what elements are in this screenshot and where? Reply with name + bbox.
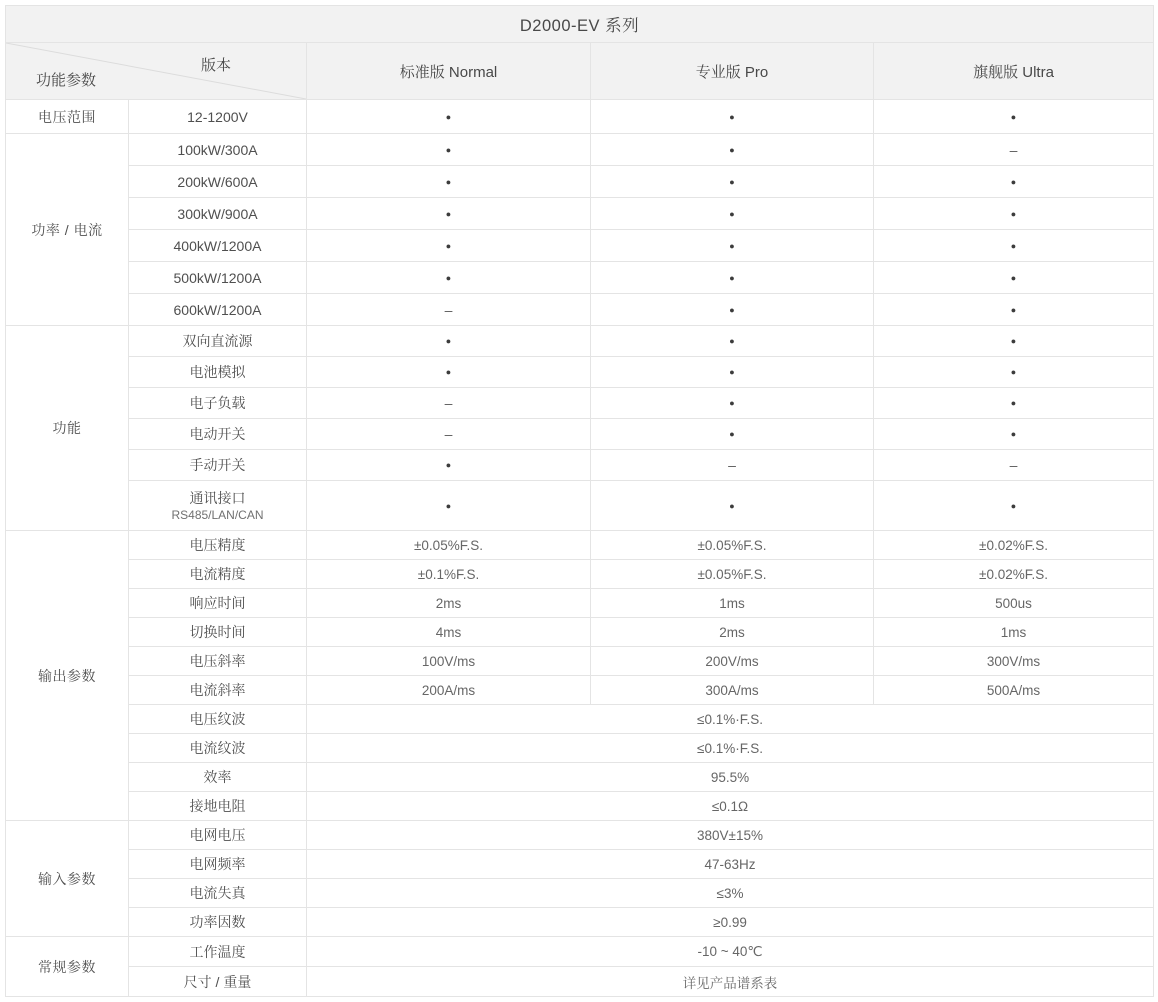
table-row: [6, 589, 1154, 618]
param-label: 12-1200V: [129, 100, 307, 134]
value-cell: 100V/ms: [307, 647, 591, 676]
value-cell: 500A/ms: [874, 676, 1154, 705]
merged-value-cell: 380V±15%: [307, 821, 1154, 850]
param-label: 双向直流源: [129, 326, 307, 357]
column-header-normal: 标准版 Normal: [307, 43, 591, 100]
value-cell: 4ms: [307, 618, 591, 647]
value-cell: 1ms: [591, 589, 874, 618]
included-dot-marker: ●: [307, 100, 591, 134]
table-row: [6, 792, 1154, 821]
included-dot-marker: ●: [307, 450, 591, 481]
param-label: 电池模拟: [129, 357, 307, 388]
param-label: 电子负载: [129, 388, 307, 419]
param-label: 电流纹波: [129, 734, 307, 763]
value-cell: ±0.02%F.S.: [874, 531, 1154, 560]
param-label: 响应时间: [129, 589, 307, 618]
merged-value-cell: 详见产品谱系表: [307, 967, 1154, 997]
param-label: 200kW/600A: [129, 166, 307, 198]
param-label: 手动开关: [129, 450, 307, 481]
included-dot-marker: ●: [591, 134, 874, 166]
included-dot-marker: ●: [591, 357, 874, 388]
table-row: [6, 937, 1154, 967]
group-label: 电压范围: [6, 100, 129, 134]
merged-value-cell: ≤3%: [307, 879, 1154, 908]
param-label: 电流失真: [129, 879, 307, 908]
table-row: [6, 531, 1154, 560]
table-row: [6, 676, 1154, 705]
value-cell: 2ms: [591, 618, 874, 647]
value-cell: ±0.02%F.S.: [874, 560, 1154, 589]
param-label: 600kW/1200A: [129, 294, 307, 326]
included-dot-marker: ●: [874, 419, 1154, 450]
included-dot-marker: ●: [591, 166, 874, 198]
param-label: 电压斜率: [129, 647, 307, 676]
param-label: 功率因数: [129, 908, 307, 937]
merged-value-cell: 47-63Hz: [307, 850, 1154, 879]
table-row: [6, 618, 1154, 647]
spec-table-body: [6, 100, 1154, 997]
value-cell: 200V/ms: [591, 647, 874, 676]
param-label-sub: RS485/LAN/CAN: [171, 508, 264, 523]
value-cell: 300A/ms: [591, 676, 874, 705]
included-dot-marker: ●: [874, 294, 1154, 326]
table-row: [6, 647, 1154, 676]
merged-value-cell: ≤0.1%·F.S.: [307, 705, 1154, 734]
group-label: 功能: [6, 326, 129, 531]
spec-table-container: [5, 5, 1153, 997]
param-label: 电网频率: [129, 850, 307, 879]
included-dot-marker: ●: [874, 198, 1154, 230]
table-row: [6, 419, 1154, 450]
table-row: [6, 357, 1154, 388]
merged-value-cell: -10 ~ 40℃: [307, 937, 1154, 967]
included-dot-marker: ●: [874, 357, 1154, 388]
table-row: [6, 388, 1154, 419]
diagonal-header-cell: [6, 43, 307, 100]
included-dot-marker: ●: [591, 481, 874, 531]
param-label: 接地电阻: [129, 792, 307, 821]
table-row: [6, 262, 1154, 294]
param-label: 电流斜率: [129, 676, 307, 705]
included-dot-marker: ●: [874, 100, 1154, 134]
merged-value-cell: ≥0.99: [307, 908, 1154, 937]
group-label: 功率 / 电流: [6, 134, 129, 326]
param-label-main: 通讯接口: [189, 490, 246, 507]
param-label: 切换时间: [129, 618, 307, 647]
diagonal-label-function-params: 功能参数: [36, 72, 97, 89]
group-label: 输出参数: [6, 531, 129, 821]
excluded-dash-marker: –: [591, 450, 874, 481]
included-dot-marker: ●: [307, 166, 591, 198]
param-label: 400kW/1200A: [129, 230, 307, 262]
merged-value-cell: ≤0.1Ω: [307, 792, 1154, 821]
param-label: 500kW/1200A: [129, 262, 307, 294]
included-dot-marker: ●: [307, 357, 591, 388]
value-cell: 300V/ms: [874, 647, 1154, 676]
included-dot-marker: ●: [591, 230, 874, 262]
group-label: 常规参数: [6, 937, 129, 997]
value-cell: 2ms: [307, 589, 591, 618]
diagonal-label-version: 版本: [200, 57, 232, 74]
included-dot-marker: ●: [591, 294, 874, 326]
table-row: [6, 326, 1154, 357]
excluded-dash-marker: –: [874, 450, 1154, 481]
table-title: D2000-EV 系列: [6, 6, 1154, 43]
column-header-row: [6, 43, 1154, 100]
param-label: 100kW/300A: [129, 134, 307, 166]
excluded-dash-marker: –: [307, 419, 591, 450]
merged-value-cell: ≤0.1%·F.S.: [307, 734, 1154, 763]
table-row: [6, 850, 1154, 879]
param-label: 电动开关: [129, 419, 307, 450]
table-row: [6, 763, 1154, 792]
included-dot-marker: ●: [591, 198, 874, 230]
included-dot-marker: ●: [591, 262, 874, 294]
table-row: [6, 230, 1154, 262]
included-dot-marker: ●: [874, 166, 1154, 198]
param-label: 电流精度: [129, 560, 307, 589]
value-cell: 1ms: [874, 618, 1154, 647]
table-row: [6, 705, 1154, 734]
included-dot-marker: ●: [307, 326, 591, 357]
table-row: [6, 734, 1154, 763]
table-row: [6, 967, 1154, 997]
value-cell: ±0.1%F.S.: [307, 560, 591, 589]
included-dot-marker: ●: [307, 230, 591, 262]
param-label: 效率: [129, 763, 307, 792]
table-row: [6, 908, 1154, 937]
included-dot-marker: ●: [307, 481, 591, 531]
table-row: [6, 134, 1154, 166]
excluded-dash-marker: –: [874, 134, 1154, 166]
merged-value-cell: 95.5%: [307, 763, 1154, 792]
included-dot-marker: ●: [874, 230, 1154, 262]
included-dot-marker: ●: [307, 134, 591, 166]
value-cell: ±0.05%F.S.: [591, 560, 874, 589]
excluded-dash-marker: –: [307, 294, 591, 326]
column-header-pro: 专业版 Pro: [591, 43, 874, 100]
table-row: [6, 879, 1154, 908]
table-row: [6, 450, 1154, 481]
table-row: [6, 166, 1154, 198]
included-dot-marker: ●: [874, 481, 1154, 531]
value-cell: ±0.05%F.S.: [307, 531, 591, 560]
included-dot-marker: ●: [874, 262, 1154, 294]
param-label: 电网电压: [129, 821, 307, 850]
table-row: [6, 481, 1154, 531]
param-label: [129, 481, 307, 531]
included-dot-marker: ●: [591, 388, 874, 419]
excluded-dash-marker: –: [307, 388, 591, 419]
table-row: [6, 198, 1154, 230]
spec-table: [5, 5, 1154, 997]
group-label: 输入参数: [6, 821, 129, 937]
table-row: [6, 560, 1154, 589]
included-dot-marker: ●: [591, 326, 874, 357]
title-row: [6, 6, 1154, 43]
table-row: [6, 100, 1154, 134]
param-label: 工作温度: [129, 937, 307, 967]
included-dot-marker: ●: [307, 262, 591, 294]
table-row: [6, 294, 1154, 326]
param-label: 300kW/900A: [129, 198, 307, 230]
included-dot-marker: ●: [307, 198, 591, 230]
table-row: [6, 821, 1154, 850]
param-label: 电压纹波: [129, 705, 307, 734]
param-label: 电压精度: [129, 531, 307, 560]
param-label: 尺寸 / 重量: [129, 967, 307, 997]
value-cell: 200A/ms: [307, 676, 591, 705]
column-header-ultra: 旗舰版 Ultra: [874, 43, 1154, 100]
included-dot-marker: ●: [874, 326, 1154, 357]
included-dot-marker: ●: [874, 388, 1154, 419]
value-cell: ±0.05%F.S.: [591, 531, 874, 560]
included-dot-marker: ●: [591, 100, 874, 134]
included-dot-marker: ●: [591, 419, 874, 450]
value-cell: 500us: [874, 589, 1154, 618]
